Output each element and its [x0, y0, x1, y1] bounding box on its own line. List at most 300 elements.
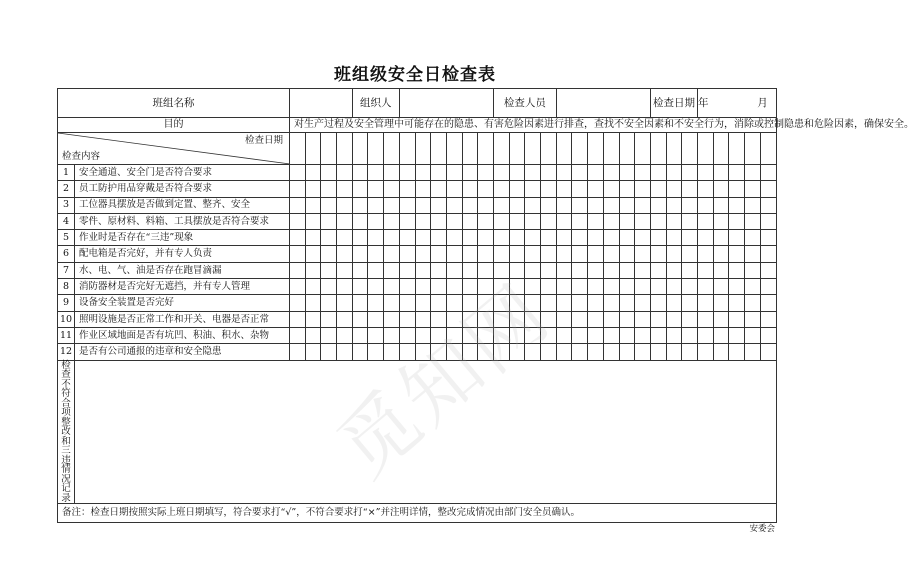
check-cell[interactable] — [650, 327, 666, 343]
check-cell[interactable] — [635, 197, 651, 213]
check-cell[interactable] — [572, 213, 588, 229]
check-cell[interactable] — [352, 213, 368, 229]
check-cell[interactable] — [729, 246, 745, 262]
check-cell[interactable] — [556, 165, 572, 181]
check-cell[interactable] — [509, 230, 525, 246]
date-cell[interactable] — [760, 133, 776, 165]
check-cell[interactable] — [337, 344, 353, 360]
check-cell[interactable] — [682, 165, 698, 181]
check-cell[interactable] — [478, 327, 494, 343]
check-cell[interactable] — [399, 344, 415, 360]
check-cell[interactable] — [352, 197, 368, 213]
check-cell[interactable] — [619, 165, 635, 181]
check-cell[interactable] — [698, 279, 714, 295]
check-cell[interactable] — [682, 262, 698, 278]
check-cell[interactable] — [462, 165, 478, 181]
check-cell[interactable] — [494, 181, 510, 197]
check-cell[interactable] — [494, 197, 510, 213]
date-cell[interactable] — [588, 133, 604, 165]
check-cell[interactable] — [745, 197, 761, 213]
check-cell[interactable] — [635, 311, 651, 327]
check-cell[interactable] — [650, 262, 666, 278]
check-cell[interactable] — [588, 262, 604, 278]
check-cell[interactable] — [525, 181, 541, 197]
check-cell[interactable] — [494, 279, 510, 295]
check-cell[interactable] — [635, 213, 651, 229]
check-cell[interactable] — [384, 327, 400, 343]
date-cell[interactable] — [352, 133, 368, 165]
check-cell[interactable] — [588, 213, 604, 229]
check-cell[interactable] — [321, 327, 337, 343]
check-cell[interactable] — [666, 197, 682, 213]
check-cell[interactable] — [321, 262, 337, 278]
date-cell[interactable] — [729, 133, 745, 165]
check-cell[interactable] — [415, 181, 431, 197]
check-cell[interactable] — [494, 295, 510, 311]
check-cell[interactable] — [713, 213, 729, 229]
check-cell[interactable] — [290, 213, 306, 229]
check-cell[interactable] — [305, 344, 321, 360]
check-cell[interactable] — [572, 230, 588, 246]
check-cell[interactable] — [635, 327, 651, 343]
check-cell[interactable] — [368, 262, 384, 278]
check-cell[interactable] — [399, 213, 415, 229]
check-cell[interactable] — [682, 327, 698, 343]
check-cell[interactable] — [509, 262, 525, 278]
check-cell[interactable] — [462, 230, 478, 246]
check-cell[interactable] — [462, 197, 478, 213]
check-cell[interactable] — [431, 262, 447, 278]
date-cell[interactable] — [494, 133, 510, 165]
check-cell[interactable] — [462, 181, 478, 197]
check-cell[interactable] — [713, 197, 729, 213]
check-cell[interactable] — [368, 327, 384, 343]
check-cell[interactable] — [509, 344, 525, 360]
check-cell[interactable] — [321, 246, 337, 262]
check-cell[interactable] — [509, 279, 525, 295]
check-cell[interactable] — [305, 165, 321, 181]
check-cell[interactable] — [290, 327, 306, 343]
check-cell[interactable] — [478, 262, 494, 278]
check-cell[interactable] — [541, 197, 557, 213]
date-cell[interactable] — [478, 133, 494, 165]
check-cell[interactable] — [760, 181, 776, 197]
check-cell[interactable] — [650, 246, 666, 262]
check-cell[interactable] — [384, 311, 400, 327]
record-field[interactable] — [75, 360, 777, 504]
check-cell[interactable] — [399, 295, 415, 311]
check-cell[interactable] — [494, 246, 510, 262]
check-cell[interactable] — [525, 213, 541, 229]
check-cell[interactable] — [305, 246, 321, 262]
check-cell[interactable] — [760, 327, 776, 343]
check-cell[interactable] — [525, 246, 541, 262]
check-cell[interactable] — [760, 197, 776, 213]
inspector-field[interactable] — [556, 89, 650, 118]
check-cell[interactable] — [619, 230, 635, 246]
check-cell[interactable] — [619, 344, 635, 360]
check-cell[interactable] — [399, 181, 415, 197]
check-cell[interactable] — [541, 230, 557, 246]
date-cell[interactable] — [635, 133, 651, 165]
check-cell[interactable] — [572, 165, 588, 181]
check-cell[interactable] — [509, 165, 525, 181]
check-cell[interactable] — [635, 279, 651, 295]
check-cell[interactable] — [650, 311, 666, 327]
check-cell[interactable] — [368, 165, 384, 181]
check-cell[interactable] — [650, 197, 666, 213]
check-cell[interactable] — [290, 295, 306, 311]
check-cell[interactable] — [494, 327, 510, 343]
check-cell[interactable] — [384, 197, 400, 213]
check-cell[interactable] — [494, 230, 510, 246]
check-cell[interactable] — [415, 327, 431, 343]
check-cell[interactable] — [290, 246, 306, 262]
check-cell[interactable] — [352, 262, 368, 278]
check-cell[interactable] — [541, 213, 557, 229]
check-cell[interactable] — [666, 344, 682, 360]
check-cell[interactable] — [713, 230, 729, 246]
check-cell[interactable] — [478, 181, 494, 197]
check-cell[interactable] — [352, 295, 368, 311]
check-cell[interactable] — [431, 311, 447, 327]
check-cell[interactable] — [305, 197, 321, 213]
check-cell[interactable] — [698, 213, 714, 229]
date-cell[interactable] — [650, 133, 666, 165]
date-cell[interactable] — [446, 133, 462, 165]
check-cell[interactable] — [478, 165, 494, 181]
date-cell[interactable] — [415, 133, 431, 165]
check-cell[interactable] — [603, 181, 619, 197]
check-cell[interactable] — [352, 165, 368, 181]
check-cell[interactable] — [588, 327, 604, 343]
check-cell[interactable] — [745, 230, 761, 246]
check-cell[interactable] — [588, 311, 604, 327]
check-cell[interactable] — [431, 230, 447, 246]
date-cell[interactable] — [368, 133, 384, 165]
date-cell[interactable] — [509, 133, 525, 165]
check-cell[interactable] — [462, 344, 478, 360]
check-cell[interactable] — [478, 344, 494, 360]
check-cell[interactable] — [588, 165, 604, 181]
check-cell[interactable] — [682, 311, 698, 327]
check-cell[interactable] — [760, 311, 776, 327]
check-cell[interactable] — [368, 213, 384, 229]
check-cell[interactable] — [509, 181, 525, 197]
check-cell[interactable] — [572, 344, 588, 360]
date-cell[interactable] — [666, 133, 682, 165]
check-cell[interactable] — [619, 213, 635, 229]
check-cell[interactable] — [541, 344, 557, 360]
check-cell[interactable] — [541, 327, 557, 343]
check-cell[interactable] — [666, 295, 682, 311]
check-cell[interactable] — [760, 279, 776, 295]
check-cell[interactable] — [650, 181, 666, 197]
check-cell[interactable] — [446, 344, 462, 360]
check-cell[interactable] — [619, 181, 635, 197]
check-cell[interactable] — [384, 344, 400, 360]
check-cell[interactable] — [431, 295, 447, 311]
check-cell[interactable] — [760, 295, 776, 311]
check-cell[interactable] — [525, 344, 541, 360]
check-cell[interactable] — [321, 344, 337, 360]
check-cell[interactable] — [698, 327, 714, 343]
check-cell[interactable] — [431, 327, 447, 343]
check-cell[interactable] — [431, 213, 447, 229]
check-cell[interactable] — [446, 230, 462, 246]
check-cell[interactable] — [541, 311, 557, 327]
date-cell[interactable] — [541, 133, 557, 165]
check-cell[interactable] — [368, 197, 384, 213]
check-cell[interactable] — [572, 197, 588, 213]
check-cell[interactable] — [384, 230, 400, 246]
check-cell[interactable] — [745, 246, 761, 262]
check-cell[interactable] — [290, 279, 306, 295]
check-cell[interactable] — [415, 311, 431, 327]
check-cell[interactable] — [556, 230, 572, 246]
check-cell[interactable] — [399, 311, 415, 327]
date-cell[interactable] — [682, 133, 698, 165]
check-cell[interactable] — [384, 213, 400, 229]
check-cell[interactable] — [399, 197, 415, 213]
check-cell[interactable] — [588, 181, 604, 197]
check-cell[interactable] — [446, 197, 462, 213]
check-cell[interactable] — [290, 311, 306, 327]
check-cell[interactable] — [603, 295, 619, 311]
check-cell[interactable] — [619, 311, 635, 327]
check-cell[interactable] — [603, 213, 619, 229]
check-cell[interactable] — [368, 230, 384, 246]
check-cell[interactable] — [603, 165, 619, 181]
check-cell[interactable] — [698, 230, 714, 246]
check-cell[interactable] — [415, 213, 431, 229]
date-cell[interactable] — [619, 133, 635, 165]
check-cell[interactable] — [462, 311, 478, 327]
check-cell[interactable] — [494, 213, 510, 229]
check-cell[interactable] — [556, 197, 572, 213]
check-cell[interactable] — [635, 344, 651, 360]
check-cell[interactable] — [305, 327, 321, 343]
check-cell[interactable] — [588, 197, 604, 213]
check-cell[interactable] — [745, 279, 761, 295]
check-cell[interactable] — [666, 327, 682, 343]
check-cell[interactable] — [572, 311, 588, 327]
check-cell[interactable] — [729, 279, 745, 295]
check-cell[interactable] — [682, 197, 698, 213]
check-cell[interactable] — [619, 246, 635, 262]
check-cell[interactable] — [384, 246, 400, 262]
check-cell[interactable] — [337, 262, 353, 278]
check-cell[interactable] — [541, 181, 557, 197]
check-cell[interactable] — [729, 197, 745, 213]
check-cell[interactable] — [572, 327, 588, 343]
check-cell[interactable] — [619, 295, 635, 311]
check-cell[interactable] — [713, 327, 729, 343]
check-cell[interactable] — [494, 311, 510, 327]
check-cell[interactable] — [666, 213, 682, 229]
check-cell[interactable] — [745, 295, 761, 311]
date-cell[interactable] — [321, 133, 337, 165]
check-cell[interactable] — [352, 311, 368, 327]
check-cell[interactable] — [666, 311, 682, 327]
check-cell[interactable] — [682, 344, 698, 360]
check-cell[interactable] — [588, 230, 604, 246]
check-cell[interactable] — [431, 165, 447, 181]
check-cell[interactable] — [368, 279, 384, 295]
check-cell[interactable] — [446, 262, 462, 278]
check-cell[interactable] — [713, 279, 729, 295]
check-cell[interactable] — [541, 165, 557, 181]
check-cell[interactable] — [572, 279, 588, 295]
check-cell[interactable] — [666, 279, 682, 295]
check-cell[interactable] — [415, 262, 431, 278]
check-cell[interactable] — [729, 230, 745, 246]
check-cell[interactable] — [635, 246, 651, 262]
check-cell[interactable] — [352, 344, 368, 360]
check-cell[interactable] — [478, 279, 494, 295]
check-cell[interactable] — [698, 165, 714, 181]
check-cell[interactable] — [760, 246, 776, 262]
check-cell[interactable] — [682, 279, 698, 295]
check-cell[interactable] — [368, 295, 384, 311]
check-cell[interactable] — [509, 213, 525, 229]
check-cell[interactable] — [415, 246, 431, 262]
check-cell[interactable] — [305, 262, 321, 278]
check-cell[interactable] — [713, 246, 729, 262]
check-cell[interactable] — [525, 262, 541, 278]
check-cell[interactable] — [650, 213, 666, 229]
check-cell[interactable] — [415, 230, 431, 246]
check-cell[interactable] — [352, 230, 368, 246]
check-cell[interactable] — [650, 344, 666, 360]
check-cell[interactable] — [698, 246, 714, 262]
check-cell[interactable] — [415, 165, 431, 181]
check-cell[interactable] — [478, 213, 494, 229]
check-cell[interactable] — [572, 295, 588, 311]
check-cell[interactable] — [305, 181, 321, 197]
check-cell[interactable] — [462, 213, 478, 229]
check-cell[interactable] — [509, 246, 525, 262]
check-cell[interactable] — [525, 311, 541, 327]
check-cell[interactable] — [635, 230, 651, 246]
check-cell[interactable] — [337, 197, 353, 213]
check-cell[interactable] — [729, 262, 745, 278]
check-cell[interactable] — [682, 213, 698, 229]
check-cell[interactable] — [603, 311, 619, 327]
check-cell[interactable] — [619, 279, 635, 295]
check-cell[interactable] — [760, 213, 776, 229]
check-cell[interactable] — [729, 327, 745, 343]
check-cell[interactable] — [556, 246, 572, 262]
check-cell[interactable] — [556, 213, 572, 229]
check-cell[interactable] — [666, 181, 682, 197]
check-cell[interactable] — [337, 295, 353, 311]
check-cell[interactable] — [337, 327, 353, 343]
check-cell[interactable] — [290, 197, 306, 213]
check-cell[interactable] — [415, 279, 431, 295]
check-cell[interactable] — [556, 344, 572, 360]
check-cell[interactable] — [603, 197, 619, 213]
check-cell[interactable] — [321, 295, 337, 311]
date-cell[interactable] — [462, 133, 478, 165]
date-cell[interactable] — [556, 133, 572, 165]
check-cell[interactable] — [290, 165, 306, 181]
check-cell[interactable] — [321, 165, 337, 181]
check-cell[interactable] — [588, 246, 604, 262]
check-cell[interactable] — [337, 165, 353, 181]
check-cell[interactable] — [399, 327, 415, 343]
check-cell[interactable] — [368, 181, 384, 197]
date-cell[interactable] — [525, 133, 541, 165]
check-cell[interactable] — [713, 262, 729, 278]
organizer-field[interactable] — [399, 89, 493, 118]
check-cell[interactable] — [603, 230, 619, 246]
check-cell[interactable] — [446, 311, 462, 327]
check-cell[interactable] — [541, 279, 557, 295]
check-cell[interactable] — [541, 295, 557, 311]
check-cell[interactable] — [729, 213, 745, 229]
check-cell[interactable] — [635, 181, 651, 197]
check-cell[interactable] — [666, 165, 682, 181]
check-cell[interactable] — [760, 230, 776, 246]
check-cell[interactable] — [556, 327, 572, 343]
check-cell[interactable] — [446, 165, 462, 181]
check-cell[interactable] — [337, 246, 353, 262]
check-cell[interactable] — [321, 311, 337, 327]
check-cell[interactable] — [745, 213, 761, 229]
check-cell[interactable] — [541, 262, 557, 278]
check-cell[interactable] — [462, 279, 478, 295]
check-cell[interactable] — [462, 262, 478, 278]
check-cell[interactable] — [619, 262, 635, 278]
check-cell[interactable] — [478, 311, 494, 327]
check-cell[interactable] — [713, 344, 729, 360]
check-cell[interactable] — [290, 344, 306, 360]
check-cell[interactable] — [305, 213, 321, 229]
date-cell[interactable] — [745, 133, 761, 165]
check-cell[interactable] — [588, 295, 604, 311]
check-cell[interactable] — [525, 295, 541, 311]
check-cell[interactable] — [368, 311, 384, 327]
check-cell[interactable] — [525, 327, 541, 343]
check-cell[interactable] — [384, 295, 400, 311]
check-cell[interactable] — [415, 344, 431, 360]
check-cell[interactable] — [556, 311, 572, 327]
check-cell[interactable] — [431, 279, 447, 295]
check-cell[interactable] — [572, 262, 588, 278]
check-cell[interactable] — [729, 165, 745, 181]
check-cell[interactable] — [650, 230, 666, 246]
check-cell[interactable] — [368, 246, 384, 262]
check-cell[interactable] — [399, 262, 415, 278]
check-cell[interactable] — [478, 295, 494, 311]
check-cell[interactable] — [305, 279, 321, 295]
check-cell[interactable] — [384, 165, 400, 181]
check-cell[interactable] — [698, 262, 714, 278]
check-cell[interactable] — [494, 344, 510, 360]
check-cell[interactable] — [603, 327, 619, 343]
date-cell[interactable] — [290, 133, 306, 165]
check-cell[interactable] — [572, 246, 588, 262]
check-cell[interactable] — [337, 181, 353, 197]
check-cell[interactable] — [635, 262, 651, 278]
check-cell[interactable] — [305, 295, 321, 311]
check-cell[interactable] — [603, 262, 619, 278]
check-cell[interactable] — [603, 246, 619, 262]
check-cell[interactable] — [352, 327, 368, 343]
check-cell[interactable] — [352, 246, 368, 262]
check-cell[interactable] — [760, 262, 776, 278]
